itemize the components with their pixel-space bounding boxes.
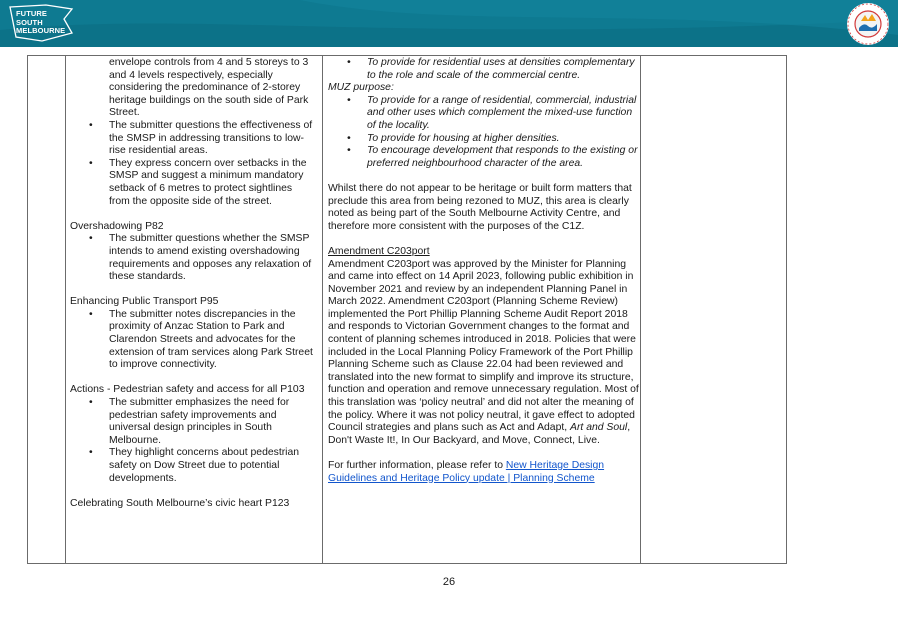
- page-number: 26: [442, 576, 456, 588]
- list-item: • To provide for residential uses at densities complementary to the role and scale of the commercial centre.: [347, 57, 635, 81]
- bullet-icon: •: [89, 397, 93, 409]
- table-column-divider: [322, 56, 323, 563]
- list-item: • To encourage development that responds to the existing or preferred neighbourhood character of the area.: [347, 145, 638, 169]
- muz-purpose-heading: MUZ purpose:: [328, 82, 394, 94]
- list-item: • They highlight concerns about pedestrian safety on Dow Street due to potential developments.: [89, 447, 300, 484]
- bullet-icon: •: [89, 119, 93, 131]
- section-heading: Enhancing Public Transport P95: [70, 296, 219, 308]
- header-banner: [0, 0, 898, 47]
- further-information-paragraph: For further information, please refer to New Heritage Design Guidelines and Heritage Policy update | Planning Scheme: [328, 460, 605, 484]
- header-wave-graphic: [0, 0, 898, 47]
- bullet-icon: •: [89, 447, 93, 459]
- city-of-port-phillip-logo[interactable]: [845, 1, 891, 47]
- continued-bullet-text: envelope controls from 4 and 5 storeys to 3 and 4 levels respectively, especially considering the predominance of 2-storey heritage buildings on the south side of Park Street.: [109, 57, 309, 119]
- bullet-icon: •: [347, 94, 351, 106]
- list-item: • The submitter questions whether the SMSP intends to amend existing overshadowing requirements and opposes any relaxation of these standards.: [89, 233, 312, 283]
- logo-text: FUTURE SOUTH MELBOURNE: [16, 9, 66, 36]
- rezoning-paragraph: Whilst there do not appear to be heritage or built form matters that preclude this area from being rezoned to MUZ, this area is clearly noted as being part of the South Melbourne Activity Centre, and therefore more consistent with the purposes of the C1Z.: [328, 182, 632, 232]
- submission-summary-cell: [70, 57, 313, 510]
- officer-response-cell: [328, 57, 640, 485]
- list-item: • The submitter emphasizes the need for pedestrian safety improvements and universal design principles in South Melbourne.: [89, 397, 290, 446]
- table-column-divider: [640, 56, 641, 563]
- bullet-icon: •: [89, 233, 93, 245]
- bullet-icon: •: [347, 132, 351, 144]
- submission-table: [27, 55, 787, 564]
- list-item: • They express concern over setbacks in the SMSP and suggest a minimum mandatory setback of 6 metres to protect sightlines from the opposite side of the street.: [89, 157, 307, 207]
- bullet-icon: •: [347, 145, 351, 157]
- bullet-icon: •: [89, 157, 93, 169]
- list-item: • The submitter notes discrepancies in the proximity of Anzac Station to Park and Clarendon Streets and advocates for the extension of tram services along Park Street to improve connectivity.: [89, 308, 313, 371]
- list-item: • To provide for a range of residential, commercial, industrial and other uses which complement the mixed-use function of the locality.: [347, 94, 637, 131]
- bullet-icon: •: [347, 57, 351, 68]
- amendment-paragraph: Amendment C203port was approved by the Minister for Planning and came into effect on 14 April 2023, following public exhibition in November 2021 and review by an independent Planning Panel in March 2022. Amendment C203port (Planning Scheme Review) implemented the Port Phillip Planning Scheme Audit Report 2018 and responds to Victorian Government changes to the format and content of planning schemes introduced in 2018. Policies that were included in the Local Planning Policy Framework of the Port Phillip Planning Scheme such as Clause 22.04 had been reviewed and translated into the new format to simplify and improve its structure, function and operation and remove unnecessary regulation. Most of this translation was ‘policy neutral’ and did not alter the meaning of the policy. Where it was not policy neutral, it gave effect to adopted Council strategies and plans such as Act and Adapt, Art and Soul, Don't Waste It!, In Our Backyard, and Move, Connect, Live.: [328, 258, 639, 446]
- future-south-melbourne-logo[interactable]: [6, 3, 96, 43]
- section-heading: Overshadowing P82: [70, 220, 164, 232]
- table-column-divider: [65, 56, 66, 563]
- list-item: • To provide for housing at higher densities.: [347, 132, 560, 144]
- list-item: • The submitter questions the effectiveness of the SMSP in addressing transitions to low-rise residential areas.: [89, 119, 313, 157]
- amendment-heading: Amendment C203port: [328, 245, 430, 257]
- section-heading: Actions - Pedestrian safety and access for all P103: [70, 384, 305, 396]
- bullet-icon: •: [89, 308, 93, 320]
- section-heading: Celebrating South Melbourne’s civic heart P123: [70, 497, 290, 509]
- heritage-guidelines-link[interactable]: New Heritage Design Guidelines and Heritage Policy update | Planning Scheme: [328, 460, 605, 484]
- council-seal-icon: [845, 1, 891, 47]
